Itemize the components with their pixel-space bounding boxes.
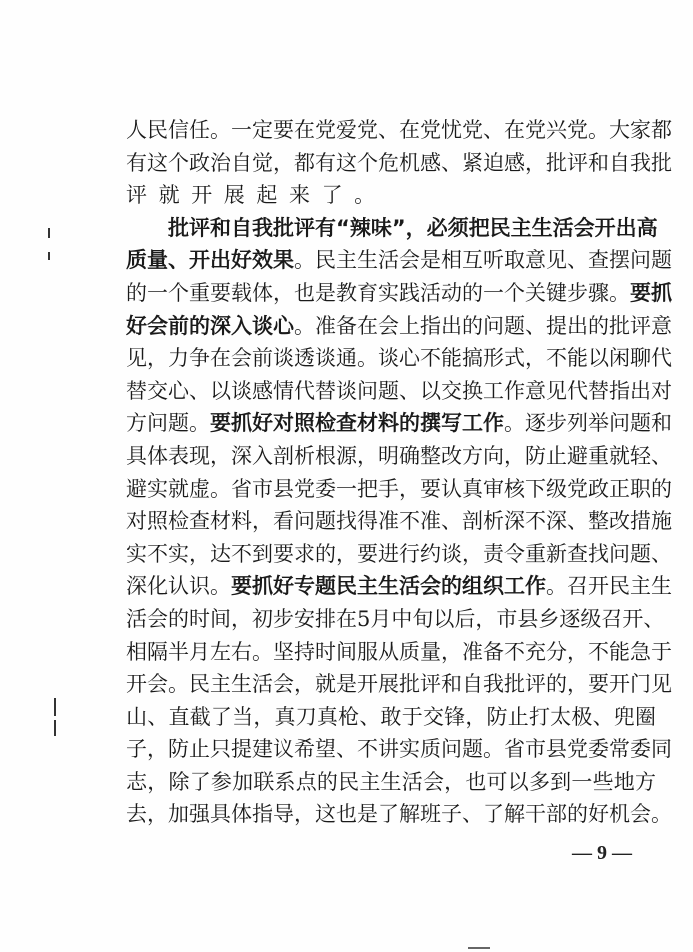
text-line: 的 一 个 重 要 载 体 ， 也 是 教 育 实 践 活 动 的 一 个 关 键 步 骤 。 要 抓: [126, 280, 672, 305]
body-text: [126, 114, 672, 831]
margin-mark-bottom: [54, 698, 56, 716]
margin-mark-top-2: [48, 252, 50, 260]
margin-mark-top: [48, 228, 50, 238]
text-line: 去 ， 加 强 具 体 指 导 ， 这 也 是 了 解 班 子 、 了 解 干 部 的 好 机 会 。: [126, 802, 672, 827]
text-line: 具 体 表 现 ， 深 入 剖 析 根 源 ， 明 确 整 改 方 向 ， 防 止 避 重 就 轻 、: [126, 443, 672, 468]
text-line: 方 问 题 。 要 抓 好 对 照 检 查 材 料 的 撰 写 工 作 。 逐 步 列 举 问 题 和: [126, 411, 672, 436]
text-line: 相 隔 半 月 左 右 。 坚 持 时 间 服 从 质 量 ， 准 备 不 充 分 ， 不 能 急 于: [126, 639, 672, 664]
text-line: 活 会 的 时 间 ， 初 步 安 排 在 5 月 中 旬 以 后 ， 市 县 乡 逐 级 召 开 、: [126, 606, 665, 631]
bottom-scan-mark: [468, 947, 490, 949]
text-line: 好 会 前 的 深 入 谈 心 。 准 备 在 会 上 指 出 的 问 题 、 提 出 的 批 评 意: [126, 313, 672, 338]
text-line: 替 交 心 、 以 谈 感 情 代 替 谈 问 题 、 以 交 换 工 作 意 见 代 替 指 出 对: [126, 378, 672, 403]
text-line: 质 量 、 开 出 好 效 果 。 民 主 生 活 会 是 相 互 听 取 意 见 、 查 摆 问 题: [126, 248, 672, 273]
text-line: 山 、 直 截 了 当 ， 真 刀 真 枪 、 敢 于 交 锋 ， 防 止 打 太 极 、 兜 圈: [126, 704, 656, 729]
text-line: 实 不 实 ， 达 不 到 要 求 的 ， 要 进 行 约 谈 ， 责 令 重 新 查 找 问 题 、: [126, 541, 672, 566]
text-line: 避 实 就 虚 。 省 市 县 党 委 一 把 手 ， 要 认 真 审 核 下 级 党 政 正 职 的: [126, 476, 672, 501]
text-line: 人 民 信 任 。 一 定 要 在 党 爱 党 、 在 党 忧 党 、 在 党 兴 党 。 大 家 都: [126, 118, 672, 142]
margin-mark-bottom-2: [54, 720, 56, 736]
text-line: 有 这 个 政 治 自 觉 ， 都 有 这 个 危 机 感 、 紧 迫 感 ， 批 评 和 自 我 批: [126, 150, 672, 175]
text-line: 批 评 和 自 我 批 评 有 “ 辣 味 ” ， 必 须 把 民 主 生 活 会 开 出 高: [168, 215, 658, 240]
text-line: 志 ， 除 了 参 加 联 系 点 的 民 主 生 活 会 ， 也 可 以 多 到 一 些 地 方: [126, 769, 656, 794]
text-line: 见 ， 力 争 在 会 前 谈 透 谈 通 。 谈 心 不 能 搞 形 式 ， 不 能 以 闲 聊 代: [126, 346, 672, 371]
text-line: 子 ， 防 止 只 提 建 议 希 望 、 不 讲 实 质 问 题 。 省 市 县 党 委 常 委 同: [126, 737, 672, 762]
text-line: 深 化 认 识 。 要 抓 好 专 题 民 主 生 活 会 的 组 织 工 作 。 召 开 民 主 生: [126, 574, 672, 599]
text-line: 对 照 检 查 材 料 ， 看 问 题 找 得 准 不 准 、 剖 析 深 不 深 、 整 改 措 施: [126, 509, 672, 534]
text-line: 评 就 开 展 起 来 了 。: [126, 183, 388, 208]
text-line: 开 会 。 民 主 生 活 会 ， 就 是 开 展 批 评 和 自 我 批 评 的 ， 要 开 门 见: [126, 672, 672, 697]
page-number: — 9 —: [572, 842, 632, 864]
